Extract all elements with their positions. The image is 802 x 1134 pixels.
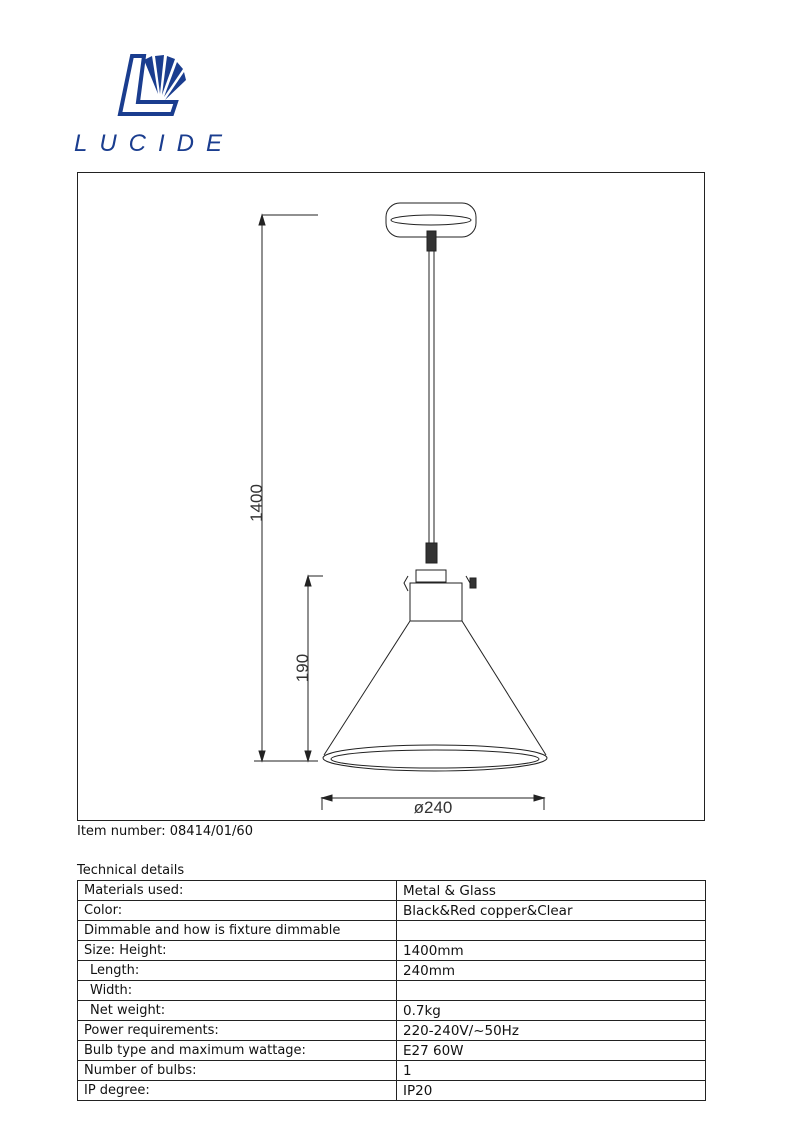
spec-label: Length:: [78, 961, 397, 981]
table-row: [78, 1081, 706, 1101]
spec-label: Net weight:: [78, 1001, 397, 1021]
spec-value: [397, 921, 706, 941]
table-row: [78, 961, 706, 981]
pendant-lamp-drawing: [78, 173, 706, 822]
spec-label: Materials used:: [78, 881, 397, 901]
spec-label: Size: Height:: [78, 941, 397, 961]
table-row: [78, 1001, 706, 1021]
spec-value: 220-240V/~50Hz: [397, 1021, 706, 1041]
technical-drawing: [77, 172, 705, 821]
table-row: [78, 1021, 706, 1041]
spec-label: Color:: [78, 901, 397, 921]
table-row: [78, 1041, 706, 1061]
spec-value: IP20: [397, 1081, 706, 1101]
technical-details-title: Technical details: [77, 863, 185, 878]
shade-height-dimension-label: 190: [293, 653, 312, 683]
spec-value: Metal & Glass: [397, 881, 706, 901]
table-row: [78, 901, 706, 921]
spec-label: IP degree:: [78, 1081, 397, 1101]
table-row: [78, 981, 706, 1001]
table-row: [78, 921, 706, 941]
table-row: [78, 881, 706, 901]
diameter-dimension-label: ø240: [413, 798, 453, 817]
brand-logo: [74, 52, 234, 162]
spec-value: [397, 981, 706, 1001]
spec-value: 1400mm: [397, 941, 706, 961]
spec-value: Black&Red copper&Clear: [397, 901, 706, 921]
item-number: [77, 824, 253, 839]
spec-value: E27 60W: [397, 1041, 706, 1061]
table-row: [78, 1061, 706, 1081]
spec-value: 240mm: [397, 961, 706, 981]
spec-label: Width:: [78, 981, 397, 1001]
height-dimension-label: 1400: [247, 484, 266, 522]
spec-label: Dimmable and how is fixture dimmable: [78, 921, 397, 941]
brand-name: LUCIDE: [74, 130, 235, 157]
spec-value: 0.7kg: [397, 1001, 706, 1021]
spec-value: 1: [397, 1061, 706, 1081]
item-number-label: Item number:: [77, 824, 166, 839]
table-row: [78, 941, 706, 961]
technical-details-table: [77, 880, 706, 1101]
spec-label: Bulb type and maximum wattage:: [78, 1041, 397, 1061]
spec-label: Power requirements:: [78, 1021, 397, 1041]
item-number-value: 08414/01/60: [169, 824, 253, 839]
spec-label: Number of bulbs:: [78, 1061, 397, 1081]
lucide-logo-icon: [114, 52, 186, 122]
